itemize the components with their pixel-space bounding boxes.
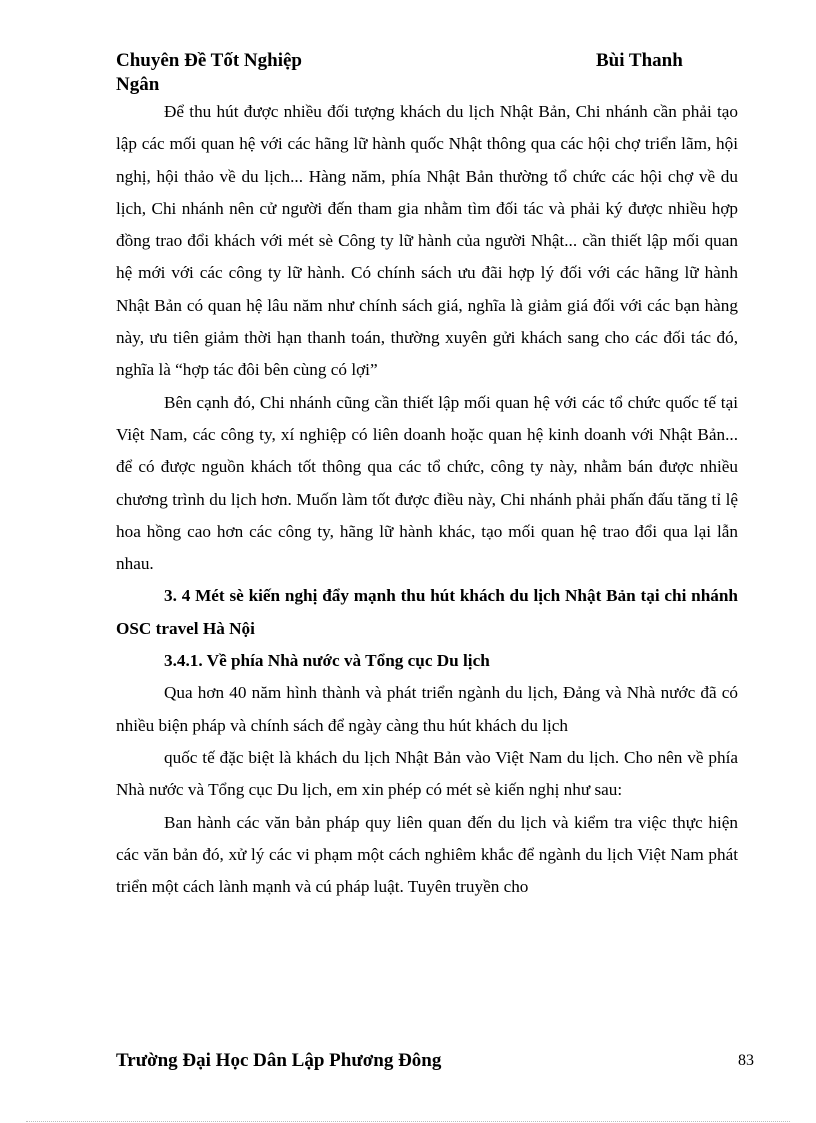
paragraph: quốc tế đặc biệt là khách du lịch Nhật Bản vào Việt Nam du lịch. Cho nên về phía Nhà nước và Tổng cục Du lịch, em xin phép có mét sè kiến nghị như sau: bbox=[116, 747, 738, 800]
header-title: Chuyên Đề Tốt Nghiệp bbox=[116, 50, 302, 71]
paragraph: Ban hành các văn bản pháp quy liên quan đến du lịch và kiểm tra việc thực hiện các văn bản đó, xử lý các vi phạm một cách nghiêm khắc để ngành du lịch Việt Nam phát triển một cách lành mạnh và cú pháp luật. Tuyên truyền cho bbox=[116, 812, 738, 897]
section-heading: 3. 4 Mét sè kiến nghị đẩy mạnh thu hút khách du lịch Nhật Bản tại chi nhánh OSC travel Hà Nội bbox=[116, 586, 738, 638]
page-header bbox=[116, 50, 706, 95]
paragraph: Để thu hút được nhiều đối tượng khách du lịch Nhật Bản, Chi nhánh cần phải tạo lập các mối quan hệ với các hãng lữ hành quốc Nhật thông qua các hội chợ triển lãm, hội nghị, hội thảo về du lịch... Hàng năm, phía Nhật Bản thường tổ chức các hội chợ về du lịch, Chi nhánh nên cử người đến tham gia nhằm tìm đối tác và phải ký được nhiều hợp đồng trao đổi khách với mét sè Công ty lữ hành của người Nhật... cần thiết lập mối quan hệ mới với các công ty lữ hành. Có chính sách ưu đãi hợp lý đối với các hãng lữ hành Nhật Bản có quan hệ lâu năm như chính sách giá, nghĩa là giảm giá đối với các bạn hàng này, ưu tiên giảm thời hạn thanh toán, thường xuyên gửi khách sang cho các đối tác đó, nghĩa là “hợp tác đôi bên cùng có lợi” bbox=[116, 102, 738, 380]
paragraph: Qua hơn 40 năm hình thành và phát triển ngành du lịch, Đảng và Nhà nước đã có nhiều biện pháp và chính sách để ngày càng thu hút khách du lịch bbox=[116, 683, 738, 735]
header-author: Bùi Thanh bbox=[596, 50, 683, 71]
subsection-heading: 3.4.1. Về phía Nhà nước và Tổng cục Du lịch bbox=[164, 651, 490, 671]
document-body bbox=[116, 96, 738, 903]
page-number: 83 bbox=[738, 1052, 754, 1069]
page-bottom-divider bbox=[26, 1121, 790, 1122]
footer-school: Trường Đại Học Dân Lập Phương Đông bbox=[116, 1050, 442, 1071]
paragraph: Bên cạnh đó, Chi nhánh cũng cần thiết lập mối quan hệ với các tổ chức quốc tế tại Việt Nam, các công ty, xí nghiệp có liên doanh hoặc quan hệ kinh doanh với Nhật Bản... để có được nguồn khách tốt thông qua các tổ chức, công ty này, nhằm bán được nhiều chương trình du lịch hơn. Muốn làm tốt được điều này, Chi nhánh phải phấn đấu tăng tỉ lệ hoa hồng cao hơn các công ty, hãng lữ hành khác, tạo mối quan hệ trao đổi qua lại lẫn nhau. bbox=[116, 392, 738, 574]
header-author-continued: Ngân bbox=[116, 74, 160, 95]
